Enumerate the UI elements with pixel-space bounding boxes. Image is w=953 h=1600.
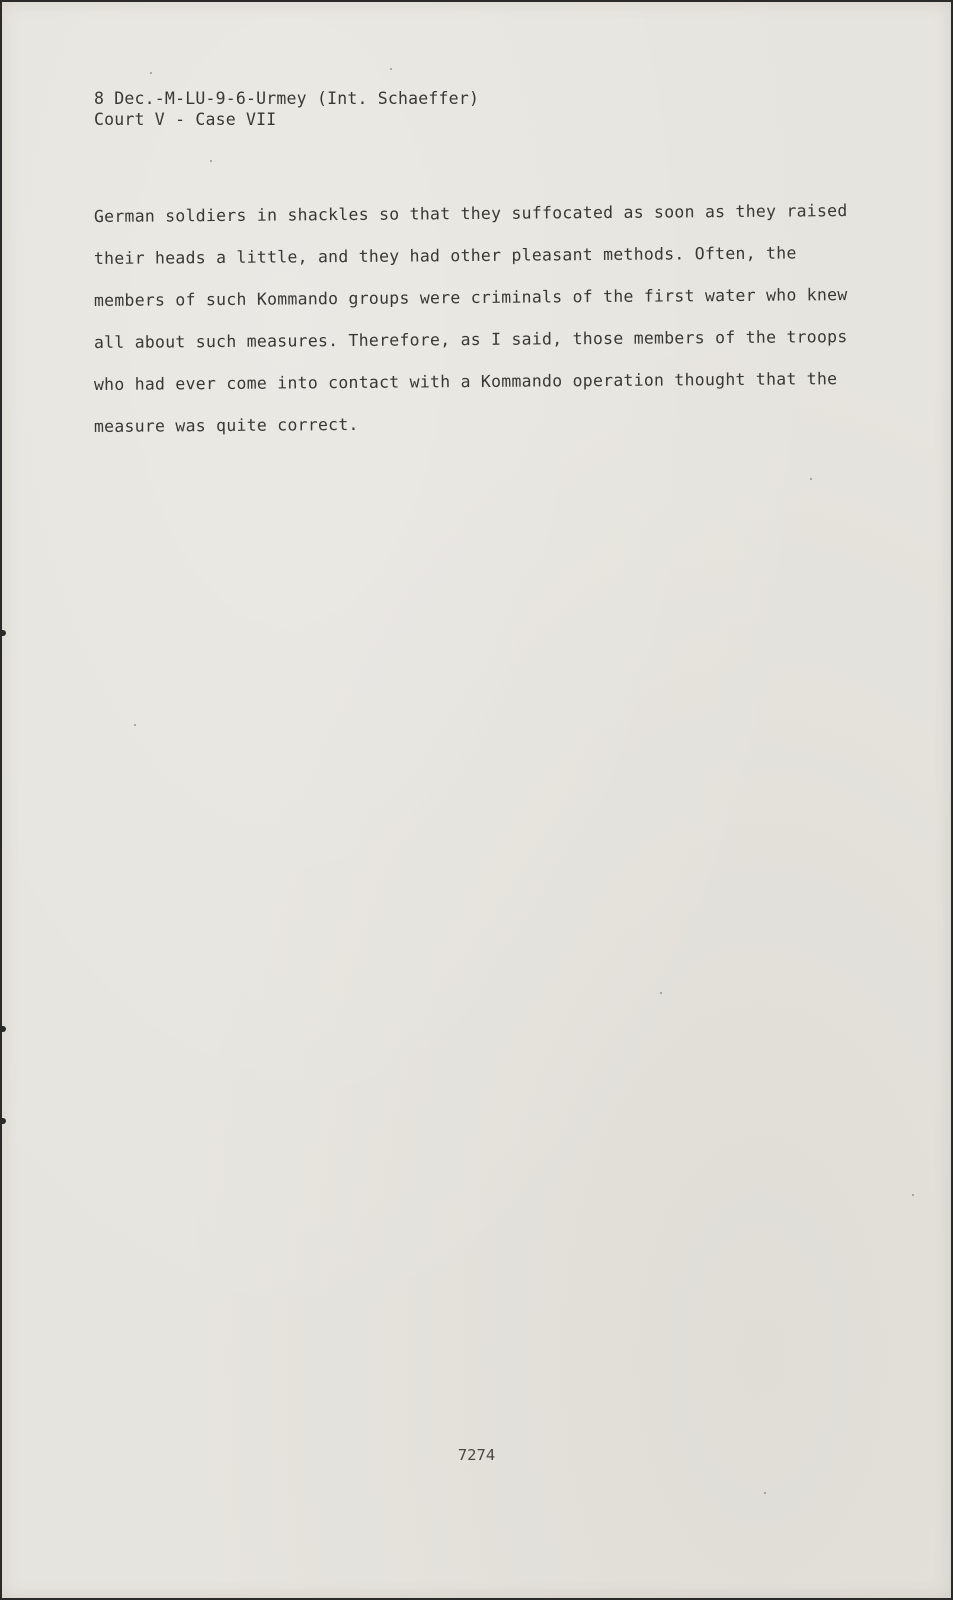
paper-speck [912, 1194, 914, 1196]
binding-mark [2, 1026, 6, 1032]
body-line-6: measure was quite correct. [93, 414, 359, 437]
body-line-1: German soldiers in shackles so that they suffocated as soon as they raised [93, 201, 848, 227]
body-line-5: who had ever come into contact with a Kommando operation thought that the [93, 369, 838, 395]
paper-speck [150, 72, 152, 74]
body-line-2: their heads a little, and they had other pleasant methods. Often, the [93, 243, 797, 269]
header-line-session: 8 Dec.-M-LU-9-6-Urmey (Int. Schaeffer) [94, 89, 480, 108]
paper-speck [660, 992, 662, 994]
page-number: 7274 [457, 1446, 496, 1464]
header-line-court: Court V - Case VII [94, 110, 277, 129]
testimony-paragraph [93, 201, 874, 458]
document-header [94, 88, 479, 130]
binding-mark [2, 1118, 6, 1124]
binding-mark [2, 630, 6, 636]
paper-speck [764, 1492, 766, 1494]
body-line-3: members of such Kommando groups were criminals of the first water who knew [93, 285, 848, 311]
paper-speck [134, 724, 136, 726]
body-line-4: all about such measures. Therefore, as I said, those members of the troops [93, 327, 848, 353]
paper-speck [390, 68, 392, 70]
paper-speck [810, 478, 812, 480]
paper-speck [210, 160, 212, 162]
document-page [2, 2, 951, 1598]
